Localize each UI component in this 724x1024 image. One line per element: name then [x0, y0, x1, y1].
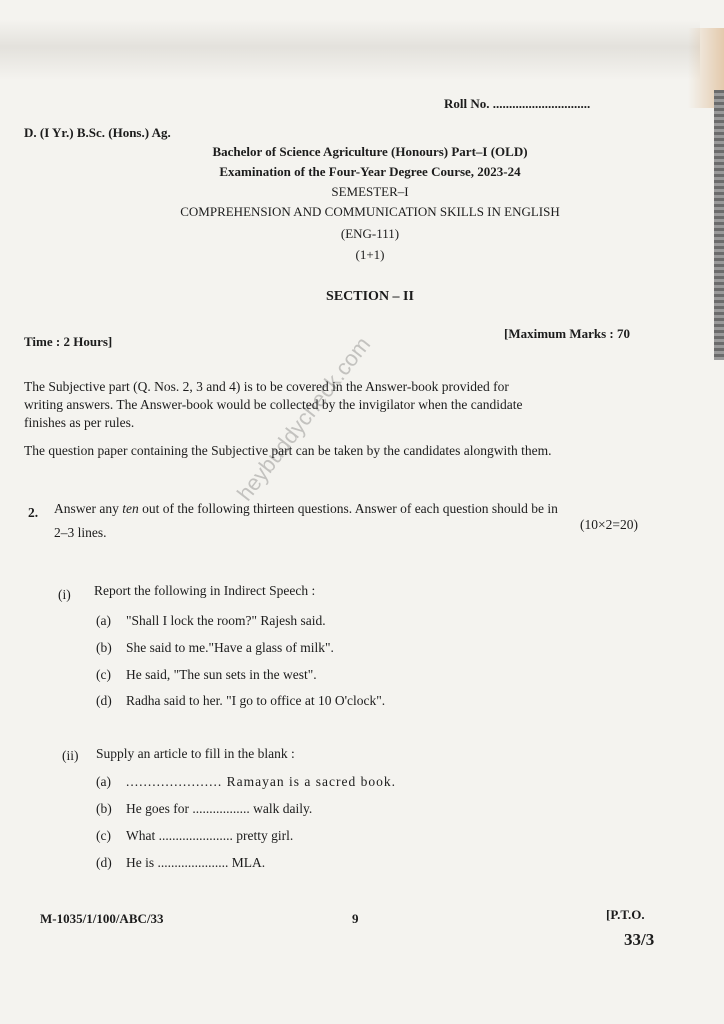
part-ii-heading: Supply an article to fill in the blank :: [96, 746, 295, 761]
scan-smudge: [0, 20, 700, 80]
paper-code: M-1035/1/100/ABC/33: [40, 911, 164, 926]
list-item: [96, 612, 326, 629]
instructions-line3: finishes as per rules.: [24, 415, 135, 430]
instructions-line2: writing answers. The Answer-book would be collected by the invigilator when the candidate: [24, 397, 523, 412]
question-marks: (10×2=20): [580, 517, 638, 532]
question-text-line2: 2–3 lines.: [54, 525, 107, 540]
item-label: (a): [96, 613, 111, 628]
item-text: He is ..................... MLA.: [126, 855, 266, 870]
item-label: (c): [96, 667, 111, 682]
item-label: (a): [96, 774, 111, 789]
subject-title: COMPREHENSION AND COMMUNICATION SKILLS IN ENGLISH: [180, 204, 560, 219]
maximum-marks: [Maximum Marks : 70: [504, 326, 631, 341]
instructions-para2: The question paper containing the Subjective part can be taken by the candidates alongwith them.: [24, 443, 552, 458]
instructions-line1: The Subjective part (Q. Nos. 2, 3 and 4) is to be covered in the Answer-book provided for: [24, 379, 509, 394]
question-number: 2.: [28, 505, 39, 520]
roll-no: [444, 96, 590, 112]
item-label: (d): [96, 693, 112, 708]
exam-title-line2: Examination of the Four-Year Degree Course, 2023-24: [219, 164, 521, 179]
sheet-number: 33/3: [624, 930, 655, 949]
item-text: Radha said to her. "I go to office at 10 O'clock".: [126, 693, 386, 708]
exam-title-line1: Bachelor of Science Agriculture (Honours) Part–I (OLD): [212, 144, 528, 159]
question-text-line1: Answer any ten out of the following thirteen questions. Answer of each question should be in: [54, 501, 558, 516]
item-text: "Shall I lock the room?" Rajesh said.: [126, 613, 326, 628]
roll-no-label: Roll No.: [444, 96, 490, 111]
scan-edge-strip: [714, 90, 724, 360]
part-ii-label: (ii): [62, 748, 79, 763]
subject-code: (ENG-111): [340, 226, 400, 241]
item-text: ...................... Ramayan is a sacred book.: [126, 774, 396, 789]
emphasis-ten: ten: [122, 501, 139, 516]
list-item: [96, 854, 265, 871]
page-number: 9: [352, 911, 359, 926]
list-item: [96, 639, 334, 656]
item-text: He said, "The sun sets in the west".: [126, 667, 317, 682]
roll-no-blank: ..............................: [492, 96, 591, 111]
section-title: SECTION – II: [326, 289, 414, 304]
item-text: She said to me."Have a glass of milk".: [126, 640, 334, 655]
part-i-heading: Report the following in Indirect Speech :: [94, 583, 316, 598]
list-item: [96, 827, 293, 844]
semester: SEMESTER–I: [331, 184, 409, 199]
pto-note: [P.T.O.: [606, 907, 645, 922]
list-item: [96, 773, 396, 790]
item-label: (b): [96, 640, 112, 655]
list-item: [96, 666, 317, 683]
time-allowed: Time : 2 Hours]: [24, 334, 113, 349]
item-label: (d): [96, 855, 112, 870]
list-item: [96, 692, 385, 709]
course-code: D. (I Yr.) B.Sc. (Hons.) Ag.: [24, 125, 171, 140]
list-item: [96, 800, 312, 817]
credits: (1+1): [355, 247, 385, 262]
item-text: He goes for ................. walk daily.: [126, 801, 313, 816]
item-text: What ...................... pretty girl.: [126, 828, 294, 843]
watermark: heybuddycheck.com: [232, 331, 376, 506]
item-label: (b): [96, 801, 112, 816]
part-i-label: (i): [58, 587, 71, 602]
item-label: (c): [96, 828, 111, 843]
